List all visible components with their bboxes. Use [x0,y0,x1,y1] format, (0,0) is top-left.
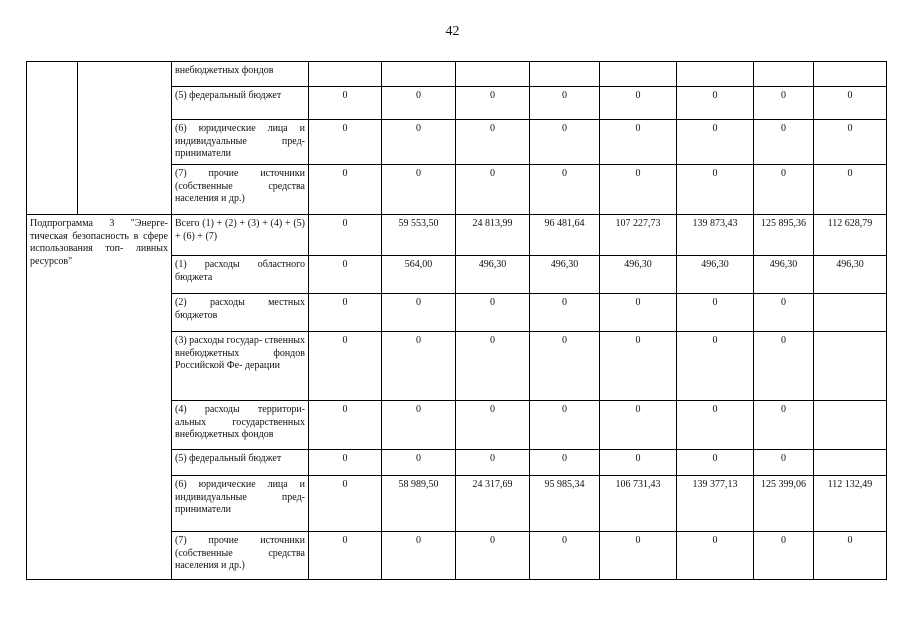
funding-source-label: (5) федеральный бюджет [172,87,309,120]
value-cell: 95 985,34 [530,476,600,532]
value-cell: 0 [530,401,600,450]
funding-source-label: Всего (1) + (2) + (3) + (4) + (5) + (6) + (7) [172,215,309,256]
value-cell: 0 [456,87,530,120]
value-cell: 496,30 [814,256,887,294]
value-cell: 496,30 [754,256,814,294]
value-cell: 0 [382,332,456,401]
value-cell: 496,30 [600,256,677,294]
value-cell: 0 [600,120,677,165]
value-cell: 0 [530,120,600,165]
value-cell [814,294,887,332]
value-cell: 0 [754,165,814,215]
value-cell: 106 731,43 [600,476,677,532]
value-cell: 0 [754,332,814,401]
value-cell: 0 [309,332,382,401]
value-cell: 0 [382,401,456,450]
value-cell: 0 [677,401,754,450]
value-cell: 0 [677,294,754,332]
value-cell: 496,30 [456,256,530,294]
value-cell: 0 [309,401,382,450]
value-cell: 0 [530,165,600,215]
value-cell: 0 [456,532,530,580]
budget-table [26,61,887,580]
value-cell: 0 [754,532,814,580]
value-cell [309,62,382,87]
row-group-cell [78,62,172,215]
value-cell: 0 [530,87,600,120]
value-cell: 0 [456,120,530,165]
value-cell: 0 [309,476,382,532]
value-cell: 0 [814,165,887,215]
value-cell: 496,30 [677,256,754,294]
value-cell: 0 [382,120,456,165]
page-number: 42 [445,24,460,39]
value-cell: 0 [814,120,887,165]
value-cell [456,62,530,87]
value-cell: 125 399,06 [754,476,814,532]
value-cell: 0 [600,532,677,580]
value-cell [814,401,887,450]
value-cell: 0 [754,401,814,450]
value-cell: 0 [309,87,382,120]
value-cell [600,62,677,87]
value-cell: 0 [600,165,677,215]
value-cell [530,62,600,87]
value-cell: 112 132,49 [814,476,887,532]
value-cell: 0 [677,120,754,165]
value-cell: 107 227,73 [600,215,677,256]
row-group-cell [27,62,78,215]
value-cell [677,62,754,87]
funding-source-label: (1) расходы областного бюджета [172,256,309,294]
value-cell: 0 [754,294,814,332]
value-cell: 0 [382,532,456,580]
funding-source-label: (2) расходы местных бюджетов [172,294,309,332]
value-cell: 139 873,43 [677,215,754,256]
value-cell: 0 [754,120,814,165]
value-cell: 24 813,99 [456,215,530,256]
value-cell [754,62,814,87]
subprogram-title: Подпрограмма 3 "Энерге- тическая безопасность в сфере использования топ- ливных ресурсов" [27,215,172,580]
value-cell [814,332,887,401]
value-cell: 0 [814,532,887,580]
value-cell: 24 317,69 [456,476,530,532]
value-cell: 125 895,36 [754,215,814,256]
funding-source-label: (4) расходы территори- альных государственных внебюджетных фондов [172,401,309,450]
funding-source-label: внебюджетных фондов [172,62,309,87]
value-cell: 0 [382,450,456,476]
value-cell: 0 [309,294,382,332]
value-cell: 0 [382,294,456,332]
funding-source-label: (5) федеральный бюджет [172,450,309,476]
table-row [27,215,887,256]
value-cell: 59 553,50 [382,215,456,256]
value-cell: 0 [814,87,887,120]
value-cell: 0 [309,450,382,476]
value-cell [814,450,887,476]
value-cell: 0 [456,165,530,215]
value-cell: 0 [600,332,677,401]
value-cell: 0 [309,532,382,580]
value-cell: 0 [600,450,677,476]
value-cell: 0 [456,401,530,450]
value-cell: 0 [382,87,456,120]
value-cell: 496,30 [530,256,600,294]
value-cell: 0 [309,165,382,215]
value-cell: 0 [456,332,530,401]
value-cell: 0 [309,256,382,294]
funding-source-label: (6) юридические лица и индивидуальные пред- приниматели [172,476,309,532]
value-cell: 0 [677,532,754,580]
value-cell: 0 [677,87,754,120]
funding-source-label: (6) юридические лица и индивидуальные пред- приниматели [172,120,309,165]
value-cell: 0 [309,120,382,165]
value-cell: 0 [754,450,814,476]
funding-source-label: (7) прочие источники (собственные средства населения и др.) [172,165,309,215]
value-cell: 58 989,50 [382,476,456,532]
value-cell: 139 377,13 [677,476,754,532]
value-cell: 0 [600,294,677,332]
table-row [27,62,887,87]
value-cell: 0 [677,165,754,215]
value-cell: 96 481,64 [530,215,600,256]
value-cell: 0 [530,294,600,332]
value-cell: 0 [754,87,814,120]
value-cell: 564,00 [382,256,456,294]
value-cell: 0 [382,165,456,215]
value-cell: 0 [600,401,677,450]
value-cell: 0 [600,87,677,120]
value-cell: 0 [309,215,382,256]
value-cell: 112 628,79 [814,215,887,256]
value-cell: 0 [456,294,530,332]
value-cell: 0 [530,532,600,580]
funding-source-label: (7) прочие источники (собственные средства населения и др.) [172,532,309,580]
value-cell: 0 [530,332,600,401]
value-cell: 0 [677,450,754,476]
funding-source-label: (3) расходы государ- ственных внебюджетных фондов Российской Фе- дерации [172,332,309,401]
value-cell [382,62,456,87]
value-cell: 0 [530,450,600,476]
value-cell: 0 [456,450,530,476]
value-cell: 0 [677,332,754,401]
value-cell [814,62,887,87]
